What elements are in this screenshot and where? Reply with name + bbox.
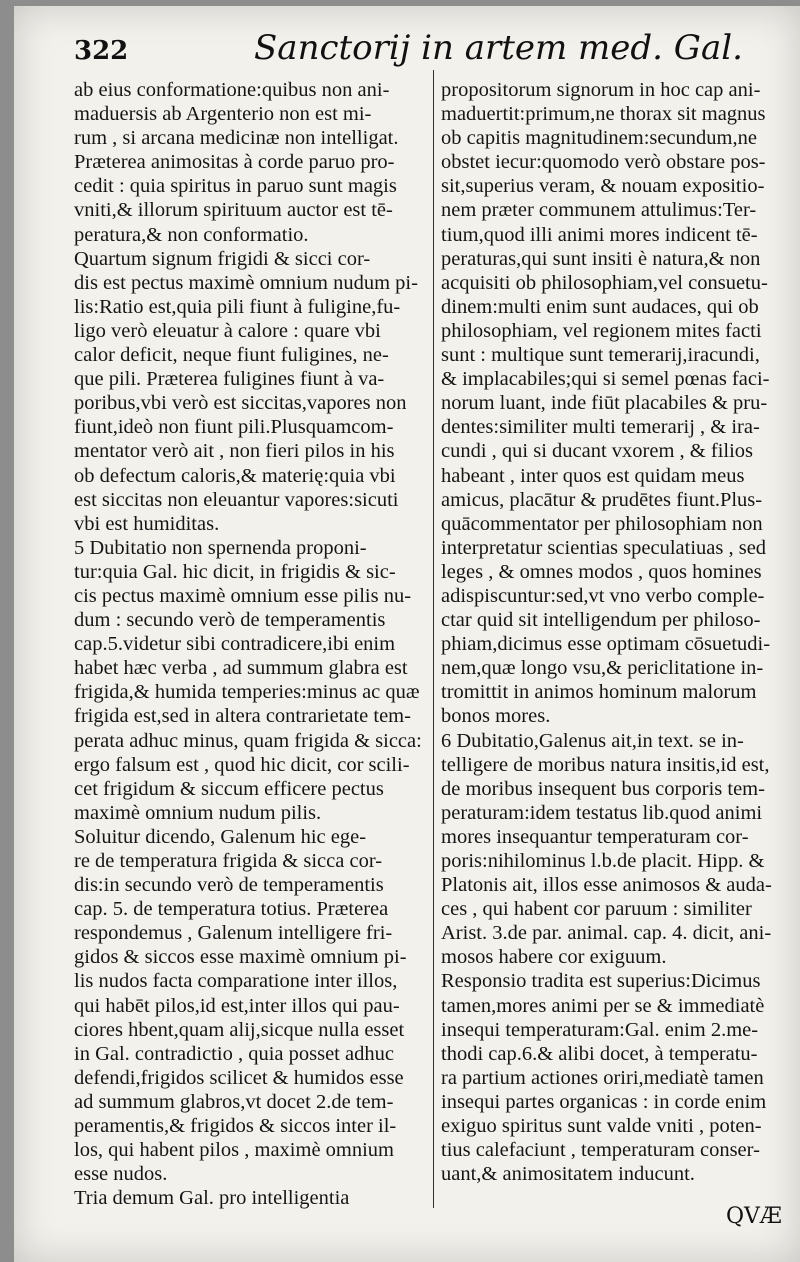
text-line: ces , qui habent cor paruum : similiter — [441, 898, 752, 921]
text-line: 6 Dubitatio,Galenus ait,in text. se in- — [441, 729, 744, 752]
text-line: Præterea animositas à corde paruo pro- — [74, 151, 395, 174]
text-line: peratura,& non conformatio. — [74, 223, 309, 246]
text-line: cis pectus maximè omnium esse pilis nu- — [74, 584, 412, 607]
text-line: respondemus , Galenum intelligere fri- — [74, 922, 393, 945]
text-line: philosophiam, vel regionem mites facti — [441, 319, 762, 342]
running-head: Sanctorij in artem med. Gal. — [254, 28, 743, 68]
text-line: sunt : multique sunt temerarij,iracundi, — [441, 344, 760, 367]
text-line: phiam,dicimus esse optimam cōsuetudi- — [441, 633, 771, 656]
text-line: tamen,mores animi per se & immediatè — [441, 994, 765, 1017]
text-line: amicus, placātur & prudētes fiunt.Plus- — [441, 488, 763, 511]
text-line: mosos habere cor exiguum. — [441, 946, 667, 969]
column-rule — [433, 70, 434, 1208]
text-line: cap. 5. de temperatura totius. Præterea — [74, 898, 389, 921]
left-column — [74, 78, 426, 1210]
text-line: Quartum signum frigidi & sicci cor- — [74, 247, 371, 270]
text-line: qui habēt pilos,id est,inter illos qui pau- — [74, 994, 400, 1017]
text-line: maduertit:primum,ne thorax sit magnus — [441, 103, 766, 126]
text-line: perata adhuc minus, quam frigida & sicca: — [74, 729, 422, 752]
text-line: peraturam:idem testatus lib.quod animi — [441, 801, 763, 824]
text-line: Tria demum Gal. pro intelligentia — [74, 1187, 350, 1210]
text-line: rum , si arcana medicinæ non intelligat. — [74, 127, 399, 150]
text-line: ad summum glabros,vt docet 2.de tem- — [74, 1090, 394, 1113]
text-line: quācommentator per philosophiam non — [441, 512, 763, 535]
text-line: peramentis,& frigidos & siccos inter il- — [74, 1115, 397, 1138]
text-line: tium,quod illi animi mores indicent tē- — [441, 223, 758, 246]
text-line: dis:in secundo verò de temperamentis — [74, 874, 384, 897]
text-line: ra partium actiones oriri,mediatè tamen — [441, 1066, 764, 1089]
text-line: cundi , qui si ducant vxorem , & filios — [441, 440, 754, 463]
text-line: ciores hbent,quam alij,sicque nulla esset — [74, 1018, 405, 1041]
text-line: in Gal. contradictio , quia posset adhuc — [74, 1042, 394, 1065]
text-line: nem præter communem attulimus:Ter- — [441, 199, 757, 222]
text-line: dinem:multi enim sunt audaces, qui ob — [441, 295, 759, 318]
text-line: obstet iecur:quomodo verò obstare pos- — [441, 151, 766, 174]
text-line: vbi est humiditas. — [74, 512, 220, 535]
text-line: Arist. 3.de par. animal. cap. 4. dicit, ani- — [441, 922, 772, 945]
text-line: ab eius conformatione:quibus non ani- — [74, 79, 390, 101]
text-line: los, qui habent pilos , maximè omnium — [74, 1139, 395, 1162]
book-page — [14, 6, 800, 1262]
text-line: insequi temperaturam:Gal. enim 2.me- — [441, 1018, 759, 1041]
text-line: sit,superius veram, & nouam expositio- — [441, 175, 765, 198]
catchword: QVÆ — [726, 1204, 782, 1229]
text-line: mentator verò ait , non fieri pilos in his — [74, 440, 395, 463]
text-line: 5 Dubitatio non spernenda proponi- — [74, 536, 367, 559]
text-line: habet hæc verba , ad summum glabra est — [74, 657, 408, 680]
text-line: peraturas,qui sunt insiti è natura,& non — [441, 247, 761, 270]
right-column — [441, 78, 794, 1186]
text-line: fiunt,ideò non fiunt pili.Plusquamcom- — [74, 416, 394, 439]
text-line: & implacabiles;qui si semel pœnas faci- — [441, 368, 770, 391]
text-line: telligere de moribus natura insitis,id est, — [441, 753, 770, 776]
text-line: ob capitis magnitudinem:secundum,ne — [441, 127, 757, 150]
text-line: Responsio tradita est superius:Dicimus — [441, 970, 761, 993]
text-line: tromittit in animos hominum malorum — [441, 681, 757, 704]
text-line: frigida est,sed in altera contrarietate tem- — [74, 705, 411, 728]
text-line: lis nudos facta comparatione inter illos, — [74, 970, 398, 993]
text-line: tur:quia Gal. hic dicit, in frigidis & sic- — [74, 560, 396, 583]
text-line: ligo verò eleuatur à calore : quare vbi — [74, 319, 381, 342]
text-line: maximè omnium nudum pilis. — [74, 801, 322, 824]
text-line: cap.5.videtur sibi contradicere,ibi enim — [74, 633, 396, 656]
text-line: cet frigidum & siccum efficere pectus — [74, 777, 384, 800]
text-line: mores insequantur temperaturam cor- — [441, 825, 749, 848]
text-line: norum luant, inde fiūt placabiles & pru- — [441, 392, 768, 415]
text-line: maduersis ab Argenterio non est mi- — [74, 103, 372, 126]
text-line: habeant , inter quos est quidam meus — [441, 464, 745, 487]
page-number: 322 — [74, 36, 129, 66]
text-line: frigida,& humida temperies:minus ac quæ — [74, 681, 420, 704]
text-line: ob defectum caloris,& materię:quia vbi — [74, 464, 396, 487]
text-line: vniti,& illorum spirituum auctor est tē- — [74, 199, 393, 222]
text-line: exiguo spiritus sunt valde vniti , poten- — [441, 1115, 762, 1138]
text-line: poribus,vbi verò est siccitas,vapores non — [74, 392, 407, 415]
text-line: adispiscuntur:sed,vt vno verbo comple- — [441, 584, 765, 607]
text-line: thodi cap.6.& alibi docet, à temperatu- — [441, 1042, 758, 1065]
text-line: acquisiti ob philosophiam,vel consuetu- — [441, 271, 768, 294]
text-line: poris:nihilominus l.b.de placit. Hipp. & — [441, 850, 765, 872]
text-line: re de temperatura frigida & sicca cor- — [74, 850, 383, 872]
text-line: ergo falsum est , quod hic dicit, cor scili- — [74, 753, 410, 776]
text-line: Soluitur dicendo, Galenum hic ege- — [74, 825, 367, 848]
text-line: insequi partes organicas : in corde enim — [441, 1090, 767, 1113]
text-line: lis:Ratio est,quia pili fiunt à fuligine,fu- — [74, 295, 401, 318]
text-line: calor deficit, neque fiunt fuligines, ne- — [74, 344, 389, 367]
text-line: que pili. Præterea fuligines fiunt à va- — [74, 368, 385, 391]
text-line: interpretatur scientias speculatiuas , sed — [441, 536, 767, 559]
text-line: bonos mores. — [441, 705, 551, 728]
text-line: esse nudos. — [74, 1163, 168, 1186]
text-line: propositorum signorum in hoc cap ani- — [441, 79, 761, 101]
text-line: gidos & siccos esse maximè omnium pi- — [74, 946, 407, 969]
text-line: de moribus insequent bus corporis tem- — [441, 777, 765, 800]
text-line: dum : secundo verò de temperamentis — [74, 609, 386, 632]
text-line: nem,quæ longo vsu,& periclitatione in- — [441, 657, 764, 680]
text-line: ctar quid sit intelligendum per philoso- — [441, 609, 761, 632]
text-line: dis est pectus maximè omnium nudum pi- — [74, 271, 418, 294]
text-line: dentes:similiter multi temerarij , & ira- — [441, 416, 760, 439]
text-line: est siccitas non eleuantur vapores:sicuti — [74, 488, 399, 511]
text-line: defendi,frigidos scilicet & humidos esse — [74, 1066, 404, 1089]
text-line: Platonis ait, illos esse animosos & auda- — [441, 874, 772, 897]
text-line: cedit : quia spiritus in paruo sunt magis — [74, 175, 397, 198]
text-line: tius calefaciunt , temperaturam conser- — [441, 1139, 760, 1162]
text-line: leges , & omnes modos , quos homines — [441, 560, 762, 583]
text-line: uant,& animositatem inducunt. — [441, 1163, 695, 1186]
